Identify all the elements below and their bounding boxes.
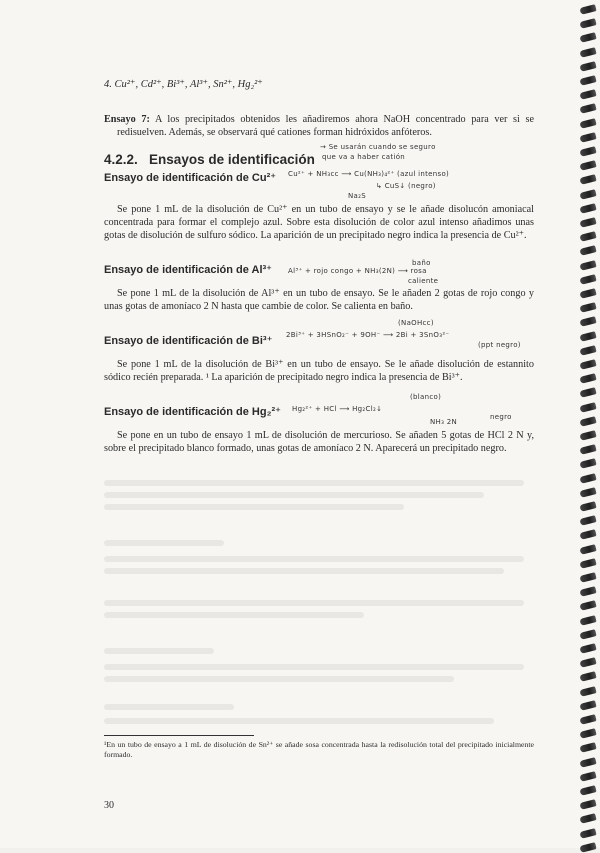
page-number: 30 [104,800,114,811]
spiral-coil [579,572,596,583]
spiral-coil [579,828,596,839]
spiral-coil [579,260,596,271]
spiral-coil [579,459,596,470]
show-through-line [104,648,214,654]
spiral-coil [579,586,596,597]
spiral-coil [579,473,596,484]
spiral-coil [579,104,596,115]
spiral-coil [579,317,596,328]
spiral-coil [579,388,596,399]
spiral-coil [579,743,596,754]
spiral-coil [579,175,596,186]
footnote-rule [104,735,254,736]
spiral-coil [579,814,596,825]
handwritten-al-eq: Al³⁺ + rojo congo + NH₃(2N) ⟶ rosa [288,267,427,275]
spiral-coil [579,331,596,342]
spiral-coil [579,430,596,441]
handwritten-cu-eq2: ↳ CuS↓ (negro) [376,182,436,190]
spiral-coil [579,160,596,171]
handwritten-bi-eq: 2Bi³⁺ + 3HSnO₂⁻ + 9OH⁻ ⟶ 2Bi + 3SnO₃²⁻ [286,331,450,339]
spiral-coil [579,643,596,654]
show-through-line [104,540,224,546]
paragraph-cu: Se pone 1 mL de la disolución de Cu²⁺ en un tubo de ensayo y se le añade disolucón amoniacal concentrada para formar el complejo azul. Sobre esta disolución de color azul intenso añadimos unas gotas de disolución de sulfuro sódico. La aparición de un precipitado negro indica la presencia de Cu²⁺. [104,204,534,241]
show-through-line [104,664,524,670]
spiral-coil [579,515,596,526]
spiral-coil [579,672,596,683]
handwritten-cu-eq1: Cu²⁺ + NH₃cc ⟶ Cu(NH₃)₄²⁺ (azul intenso) [288,170,450,178]
spiral-coil [579,601,596,612]
show-through-line [104,492,484,498]
spiral-coil [579,302,596,313]
show-through-line [104,480,524,486]
spiral-coil [579,615,596,626]
footnote: ¹En un tubo de ensayo a 1 mL de disolución de Sn²⁺ se añade sosa concentrada hasta la redisolución total del precipitado inicialmente formado. [104,740,534,759]
spiral-coil [579,444,596,455]
spiral-coil [579,118,596,129]
ensayo-7-text: A los precipitados obtenidos les añadiremos ahora NaOH concentrado para ver si se redisuelven. Además, se observará qué cationes forman hidróxidos anfóteros. [117,114,534,138]
show-through-line [104,704,234,710]
handwritten-hg-nh3: NH₃ 2N [430,418,458,426]
spiral-coil [579,274,596,285]
handwritten-cu-na2s: Na₂S [348,192,366,200]
list-item-4: 4. Cu²⁺, Cd²⁺, Bi³⁺, Al³⁺, Sn²⁺, Hg₂²⁺ [104,79,263,90]
spiral-coil [579,700,596,711]
spiral-coil [579,89,596,100]
show-through-line [104,600,524,606]
spiral-coil [579,402,596,413]
paragraph-bi: Se pone 1 mL de la disolución de Bi³⁺ en un tubo de ensayo. Se le añade disolución de estannito sódico recién preparada. ¹ La aparición de precipitado negro indica la presencia de Bi³⁺. [104,359,534,383]
paragraph-hg: Se pone en un tubo de ensayo 1 mL de disolución de mercurioso. Se añaden 5 gotas de HCl 2 N y, sobre el precipitado blanco formado, unas gotas de amoníaco 2 N. Aparecerá un precipitado negro. [104,430,534,454]
spiral-coil [579,4,596,15]
show-through-line [104,568,504,574]
heading-hg: Ensayo de identificación de Hg₂²⁺ [104,406,281,418]
section-title: Ensayos de identificación [149,152,315,167]
show-through-line [104,504,404,510]
spiral-coil [579,558,596,569]
handwritten-note-1: → Se usarán cuando se seguro [320,143,436,151]
spiral-coil [579,217,596,228]
spiral-binding [572,0,600,848]
spiral-coil [579,544,596,555]
spiral-coil [579,686,596,697]
spiral-coil [579,657,596,668]
spiral-coil [579,728,596,739]
spiral-coil [579,288,596,299]
heading-cu: Ensayo de identificación de Cu²⁺ [104,172,277,184]
show-through-line [104,556,524,562]
ensayo-7 [104,113,534,139]
spiral-coil [579,487,596,498]
handwritten-bi-ppt: (ppt negro) [478,341,521,349]
spiral-coil [579,629,596,640]
handwritten-al-bottom: caliente [408,277,439,285]
spiral-coil [579,501,596,512]
ensayo-7-label: Ensayo 7: [104,114,150,125]
spiral-coil [579,246,596,257]
spiral-coil [579,373,596,384]
spiral-coil [579,345,596,356]
spiral-coil [579,33,596,44]
show-through-line [104,612,364,618]
spiral-coil [579,359,596,370]
spiral-coil [579,47,596,58]
handwritten-note-2: que va a haber catión [322,153,406,161]
spiral-coil [579,203,596,214]
spiral-coil [579,189,596,200]
spiral-coil [579,530,596,541]
spiral-coil [579,132,596,143]
heading-bi: Ensayo de identificación de Bi³⁺ [104,335,273,347]
spiral-coil [579,785,596,796]
spiral-coil [579,75,596,86]
handwritten-hg-eq: Hg₂²⁺ + HCl ⟶ Hg₂Cl₂↓ [292,405,383,413]
spiral-coil [579,416,596,427]
paragraph-al: Se pone 1 mL de la disolución de Al³⁺ en un tubo de ensayo. Se le añaden 2 gotas de rojo congo y unas gotas de amoníaco 2 N hasta que cambie de color. Se calienta en baño. [104,288,534,312]
handwritten-al-top: baño [412,259,431,267]
show-through-line [104,718,494,724]
section-heading [104,153,534,166]
spiral-coil [579,61,596,72]
heading-al: Ensayo de identificación de Al³⁺ [104,264,272,276]
show-through-line [104,676,454,682]
spiral-coil [579,842,596,853]
spiral-coil [579,771,596,782]
spiral-coil [579,146,596,157]
spiral-coil [579,231,596,242]
handwritten-hg-top: (blanco) [410,393,442,401]
spiral-coil [579,714,596,725]
spiral-coil [579,799,596,810]
section-number: 4.2.2. [104,152,138,167]
handwritten-hg-negro: negro [490,413,512,421]
handwritten-bi-top: (NaOHcc) [398,319,434,327]
spiral-coil [579,757,596,768]
spiral-coil [579,18,596,29]
